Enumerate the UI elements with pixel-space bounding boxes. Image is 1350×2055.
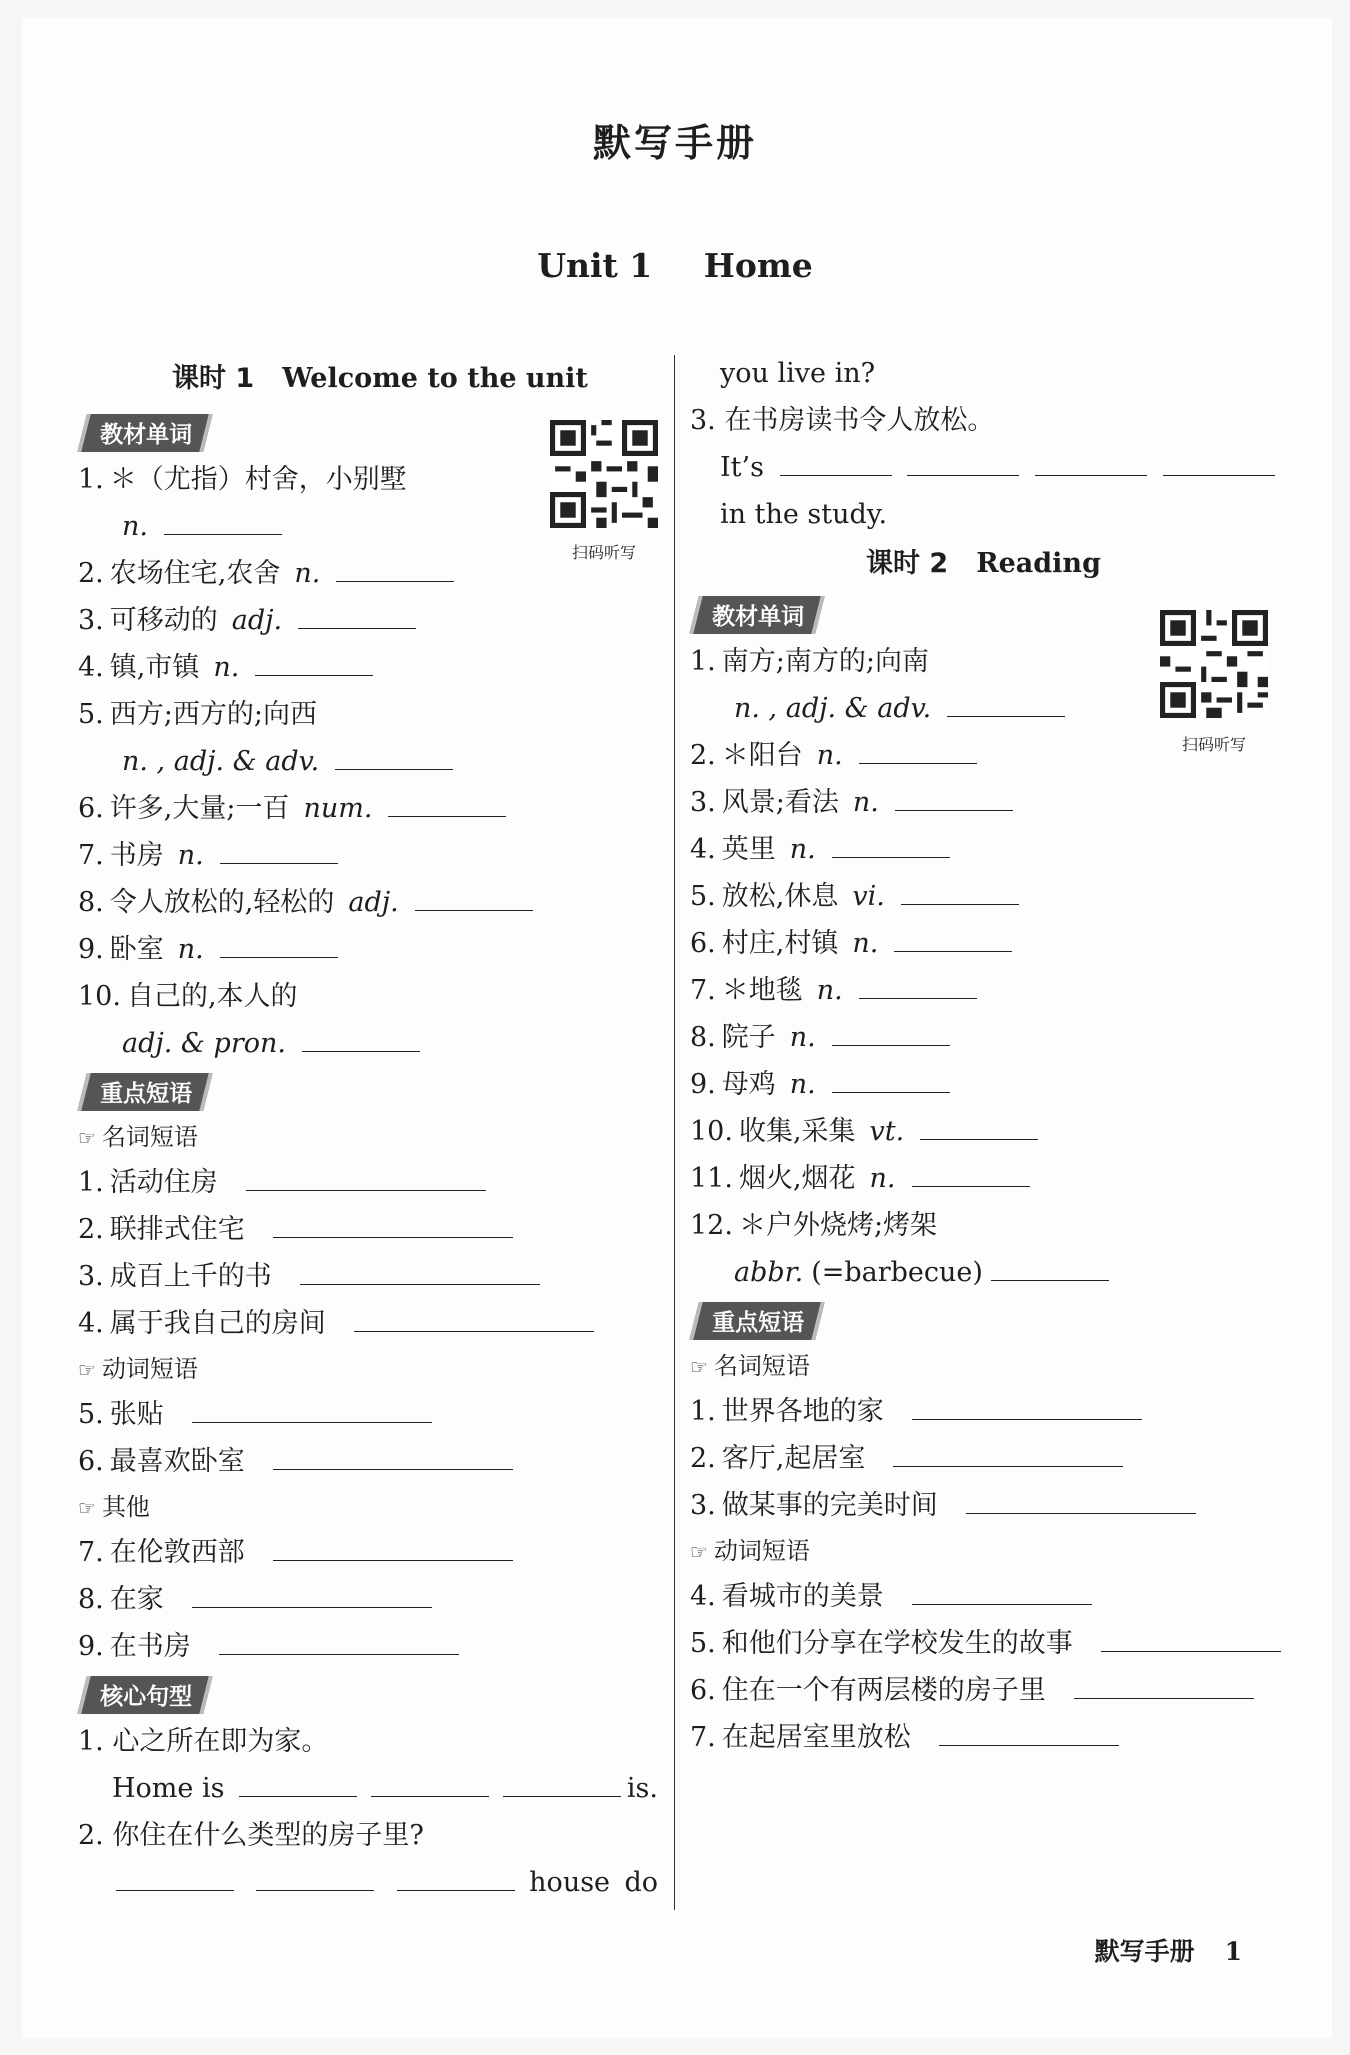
phrase-item	[690, 1388, 1275, 1435]
part-of-speech: n.	[816, 975, 843, 1006]
item-number: 5.	[690, 1628, 716, 1659]
qr-caption-lesson-2: 扫码听写	[1181, 735, 1246, 754]
word-item	[78, 832, 658, 879]
item-chinese-text: 张贴	[109, 1399, 164, 1430]
item-number: 2.	[690, 1443, 716, 1474]
answer-blank[interactable]	[912, 1578, 1092, 1605]
item-chinese-text: 书房	[109, 840, 164, 871]
phrase-item	[690, 1435, 1275, 1482]
answer-blank[interactable]	[164, 508, 282, 535]
item-chinese-text: 成百上千的书	[109, 1261, 272, 1292]
word-item	[78, 738, 658, 785]
sub-heading-noun: ☞ 名词短语	[78, 1123, 198, 1151]
word-item	[690, 1202, 1275, 1249]
word-item	[690, 873, 1275, 920]
phrase-item	[78, 1529, 658, 1576]
item-number: 4.	[78, 1308, 104, 1339]
lesson-2-name: Reading	[976, 548, 1101, 579]
part-of-speech: adj.	[231, 605, 283, 636]
answer-blank[interactable]	[192, 1581, 432, 1608]
part-of-speech: n.	[852, 928, 879, 959]
lesson-1-other-phrases	[78, 1529, 658, 1670]
phrase-item	[690, 1482, 1275, 1529]
unit-name: Home	[703, 246, 813, 285]
word-item	[690, 1108, 1275, 1155]
word-item	[690, 1249, 1275, 1296]
part-of-speech: adj. & pron.	[122, 1028, 286, 1059]
item-number: 10.	[690, 1116, 733, 1147]
part-of-speech: vi.	[852, 881, 885, 912]
page-footer	[1095, 1932, 1242, 1968]
answer-blank[interactable]	[335, 743, 453, 770]
item-chinese-text: ＊（尤指）村舍，小别墅	[109, 464, 407, 495]
answer-blank[interactable]	[300, 1258, 540, 1285]
item-chinese-text: 农场住宅,农舍	[109, 558, 281, 589]
item-chinese-text: 在起居室里放松	[721, 1722, 911, 1753]
answer-blank[interactable]	[1101, 1625, 1281, 1652]
item-number: 8.	[78, 1584, 104, 1615]
sentence-2-continuation: you live in?	[720, 358, 876, 389]
word-item	[690, 1155, 1275, 1202]
word-item	[690, 967, 1275, 1014]
word-item	[78, 597, 658, 644]
word-item	[690, 638, 1275, 685]
item-number: 9.	[690, 1069, 716, 1100]
item-number: 10.	[78, 981, 121, 1012]
answer-blank[interactable]	[256, 1864, 374, 1891]
item-number: 7.	[78, 1537, 104, 1568]
phrase-item	[78, 1576, 658, 1623]
item-number: 5.	[78, 1399, 104, 1430]
phrase-item	[690, 1620, 1275, 1667]
item-chinese-text: 南方;南方的;向南	[721, 646, 929, 677]
item-chinese-text: 村庄,村镇	[721, 928, 839, 959]
pointing-hand-icon: ☞	[690, 1540, 708, 1564]
word-item	[78, 644, 658, 691]
item-chinese-text: 看城市的美景	[721, 1581, 884, 1612]
item-note: (=barbecue)	[811, 1257, 983, 1288]
item-number: 6.	[78, 793, 104, 824]
word-item	[690, 1061, 1275, 1108]
phrase-item	[78, 1206, 658, 1253]
item-chinese-text: 收集,采集	[738, 1116, 856, 1147]
answer-blank[interactable]	[246, 1164, 486, 1191]
phrase-item	[78, 1253, 658, 1300]
sentence-3-continuation: in the study.	[720, 499, 888, 530]
phrase-item	[78, 1391, 658, 1438]
phrase-item	[78, 1159, 658, 1206]
item-chinese-text: 风景;看法	[721, 787, 839, 818]
lesson-1-verb-phrases	[78, 1391, 658, 1485]
word-item	[690, 779, 1275, 826]
word-item	[78, 550, 658, 597]
section-badge-sentences: 核心句型	[77, 1676, 212, 1714]
lesson-2-number: 课时 2	[866, 548, 949, 579]
answer-blank[interactable]	[780, 449, 892, 476]
part-of-speech: n.	[789, 834, 816, 865]
item-number: 7.	[78, 840, 104, 871]
answer-blank[interactable]	[273, 1534, 513, 1561]
sentence-1-prompt: 1. 心之所在即为家。	[78, 1726, 329, 1757]
pointing-hand-icon: ☞	[78, 1496, 96, 1520]
answer-blank[interactable]	[503, 1770, 621, 1797]
lesson-1-heading	[78, 350, 658, 408]
word-item	[78, 926, 658, 973]
item-chinese-text: 镇,市镇	[109, 652, 200, 683]
item-number: 1.	[78, 464, 104, 495]
item-number: 3.	[690, 787, 716, 818]
answer-blank[interactable]	[302, 1025, 420, 1052]
sub-heading-verb: ☞ 动词短语	[78, 1355, 198, 1383]
word-item	[690, 732, 1275, 779]
lesson-1-number: 课时 1	[172, 363, 255, 394]
answer-blank[interactable]	[912, 1160, 1030, 1187]
phrase-item	[78, 1623, 658, 1670]
answer-blank[interactable]	[920, 1113, 1038, 1140]
answer-blank[interactable]	[397, 1864, 515, 1891]
answer-blank[interactable]	[371, 1770, 489, 1797]
item-number: 6.	[690, 928, 716, 959]
answer-blank[interactable]	[116, 1864, 234, 1891]
answer-blank[interactable]	[273, 1211, 513, 1238]
answer-blank[interactable]	[219, 1628, 459, 1655]
sentence-3-prompt: 3. 在书房读书令人放松。	[690, 405, 995, 436]
part-of-speech: n.	[869, 1163, 896, 1194]
item-chinese-text: ＊地毯	[721, 975, 803, 1006]
item-number: 7.	[690, 975, 716, 1006]
part-of-speech: n.	[789, 1069, 816, 1100]
left-column	[78, 350, 658, 1906]
item-number: 12.	[690, 1210, 733, 1241]
answer-blank[interactable]	[255, 649, 373, 676]
item-number: 3.	[690, 1490, 716, 1521]
item-chinese-text: 母鸡	[721, 1069, 776, 1100]
item-number: 3.	[78, 605, 104, 636]
word-item	[78, 879, 658, 926]
answer-blank[interactable]	[832, 1019, 950, 1046]
item-chinese-text: 世界各地的家	[721, 1396, 884, 1427]
phrase-item	[78, 1300, 658, 1347]
answer-blank[interactable]	[1163, 449, 1275, 476]
answer-blank[interactable]	[298, 602, 416, 629]
part-of-speech: n.	[213, 652, 240, 683]
sub-heading-other: ☞ 其他	[78, 1493, 150, 1521]
word-item	[690, 1014, 1275, 1061]
item-chinese-text: 和他们分享在学校发生的故事	[721, 1628, 1073, 1659]
section-badge-words: 教材单词	[689, 596, 824, 634]
answer-blank[interactable]	[354, 1305, 594, 1332]
word-item	[690, 826, 1275, 873]
word-item	[690, 920, 1275, 967]
section-badge-phrases: 重点短语	[77, 1073, 212, 1111]
footer-label: 默写手册	[1094, 1937, 1195, 1966]
word-item	[78, 973, 658, 1020]
word-item	[78, 1020, 658, 1067]
part-of-speech: abbr.	[734, 1257, 804, 1288]
lesson-1-word-list	[78, 456, 658, 1067]
item-chinese-text: 属于我自己的房间	[109, 1308, 326, 1339]
phrase-item	[690, 1573, 1275, 1620]
part-of-speech: n.	[789, 1022, 816, 1053]
part-of-speech: n.	[294, 558, 321, 589]
sentence-1-answer-line: Home is is.	[78, 1765, 658, 1812]
sub-heading-verb: ☞ 动词短语	[690, 1537, 810, 1565]
sentence-3-answer-line: It’s	[690, 444, 1275, 491]
item-chinese-text: 自己的,本人的	[126, 981, 298, 1012]
answer-blank[interactable]	[220, 931, 338, 958]
item-number: 6.	[78, 1446, 104, 1477]
item-number: 4.	[690, 1581, 716, 1612]
pointing-hand-icon: ☞	[78, 1358, 96, 1382]
word-item	[78, 503, 658, 550]
item-number: 1.	[690, 646, 716, 677]
item-number: 4.	[690, 834, 716, 865]
phrase-item	[690, 1667, 1275, 1714]
item-chinese-text: 活动住房	[109, 1167, 218, 1198]
part-of-speech: n. , adj. & adv.	[734, 693, 932, 724]
answer-blank[interactable]	[991, 1254, 1109, 1281]
item-number: 2.	[690, 740, 716, 771]
answer-blank[interactable]	[336, 555, 454, 582]
item-chinese-text: 可移动的	[109, 605, 218, 636]
item-chinese-text: 放松,休息	[721, 881, 839, 912]
item-chinese-text: 卧室	[109, 934, 164, 965]
item-number: 2.	[78, 1214, 104, 1245]
part-of-speech: adj.	[348, 887, 399, 918]
part-of-speech: n.	[177, 840, 204, 871]
answer-blank[interactable]	[1035, 449, 1147, 476]
answer-blank[interactable]	[947, 690, 1065, 717]
item-chinese-text: 院子	[721, 1022, 776, 1053]
word-item	[690, 685, 1275, 732]
item-number: 8.	[78, 887, 104, 918]
unit-heading	[0, 246, 1350, 285]
lesson-2-noun-phrases	[690, 1388, 1275, 1529]
answer-blank[interactable]	[859, 972, 977, 999]
word-item	[78, 785, 658, 832]
item-chinese-text: 许多,大量;一百	[109, 793, 290, 824]
lesson-2-heading	[690, 538, 1275, 590]
item-number: 8.	[690, 1022, 716, 1053]
part-of-speech: num.	[303, 793, 373, 824]
part-of-speech: vt.	[869, 1116, 905, 1147]
item-number: 1.	[78, 1167, 104, 1198]
part-of-speech: n.	[852, 787, 879, 818]
item-number: 1.	[690, 1396, 716, 1427]
answer-blank[interactable]	[388, 790, 506, 817]
answer-blank[interactable]	[912, 1393, 1142, 1420]
item-number: 9.	[78, 934, 104, 965]
item-number: 11.	[690, 1163, 733, 1194]
item-number: 2.	[78, 558, 104, 589]
word-item	[78, 456, 658, 503]
sub-heading-noun: ☞ 名词短语	[690, 1352, 810, 1380]
phrase-item	[690, 1714, 1275, 1761]
lesson-2-verb-phrases	[690, 1573, 1275, 1761]
item-chinese-text: ＊阳台	[721, 740, 803, 771]
item-number: 4.	[78, 652, 104, 683]
lesson-1-name: Welcome to the unit	[282, 363, 588, 394]
item-number: 7.	[690, 1722, 716, 1753]
answer-blank[interactable]	[894, 925, 1012, 952]
answer-blank[interactable]	[1074, 1672, 1254, 1699]
answer-blank[interactable]	[192, 1396, 432, 1423]
answer-blank[interactable]	[893, 1440, 1123, 1467]
item-number: 5.	[78, 699, 104, 730]
item-chinese-text: 做某事的完美时间	[721, 1490, 938, 1521]
section-badge-words: 教材单词	[77, 414, 212, 452]
phrase-item	[78, 1438, 658, 1485]
column-divider	[674, 355, 675, 1910]
answer-blank[interactable]	[907, 449, 1019, 476]
answer-blank[interactable]	[832, 1066, 950, 1093]
answer-blank[interactable]	[220, 837, 338, 864]
sentence-2-answer-line: house do	[78, 1859, 658, 1906]
item-chinese-text: 客厅,起居室	[721, 1443, 866, 1474]
answer-blank[interactable]	[832, 831, 950, 858]
item-chinese-text: 英里	[721, 834, 776, 865]
pointing-hand-icon: ☞	[78, 1126, 96, 1150]
answer-blank[interactable]	[939, 1719, 1119, 1746]
item-chinese-text: 联排式住宅	[109, 1214, 245, 1245]
item-chinese-text: 烟火,烟花	[738, 1163, 856, 1194]
answer-blank[interactable]	[901, 878, 1019, 905]
page-title: 默写手册	[592, 121, 757, 165]
answer-blank[interactable]	[273, 1443, 513, 1470]
item-chinese-text: 住在一个有两层楼的房子里	[721, 1675, 1046, 1706]
answer-blank[interactable]	[966, 1487, 1196, 1514]
answer-blank[interactable]	[895, 784, 1013, 811]
lesson-1-noun-phrases	[78, 1159, 658, 1347]
page-number: 1	[1224, 1937, 1242, 1966]
item-number: 5.	[690, 881, 716, 912]
item-chinese-text: 西方;西方的;向西	[109, 699, 317, 730]
part-of-speech: n. , adj. & adv.	[122, 746, 320, 777]
part-of-speech: n.	[816, 740, 843, 771]
item-chinese-text: 在伦敦西部	[109, 1537, 245, 1568]
lesson-2-word-list	[690, 638, 1275, 1296]
item-chinese-text: 最喜欢卧室	[109, 1446, 245, 1477]
right-column	[690, 350, 1275, 1761]
part-of-speech: n.	[122, 511, 148, 542]
item-chinese-text: ＊户外烧烤;烤架	[738, 1210, 938, 1241]
pointing-hand-icon: ☞	[690, 1355, 708, 1379]
unit-label: Unit 1	[537, 246, 653, 285]
part-of-speech: n.	[177, 934, 204, 965]
item-chinese-text: 在书房	[109, 1631, 191, 1662]
item-chinese-text: 令人放松的,轻松的	[109, 887, 335, 918]
section-badge-phrases: 重点短语	[689, 1302, 824, 1340]
word-item	[78, 691, 658, 738]
item-number: 3.	[78, 1261, 104, 1292]
item-chinese-text: 在家	[109, 1584, 164, 1615]
answer-blank[interactable]	[415, 884, 533, 911]
sentence-2-prompt: 2. 你住在什么类型的房子里?	[78, 1820, 424, 1851]
item-number: 6.	[690, 1675, 716, 1706]
item-number: 9.	[78, 1631, 104, 1662]
answer-blank[interactable]	[239, 1770, 357, 1797]
answer-blank[interactable]	[859, 737, 977, 764]
qr-caption-lesson-1: 扫码听写	[571, 543, 636, 562]
